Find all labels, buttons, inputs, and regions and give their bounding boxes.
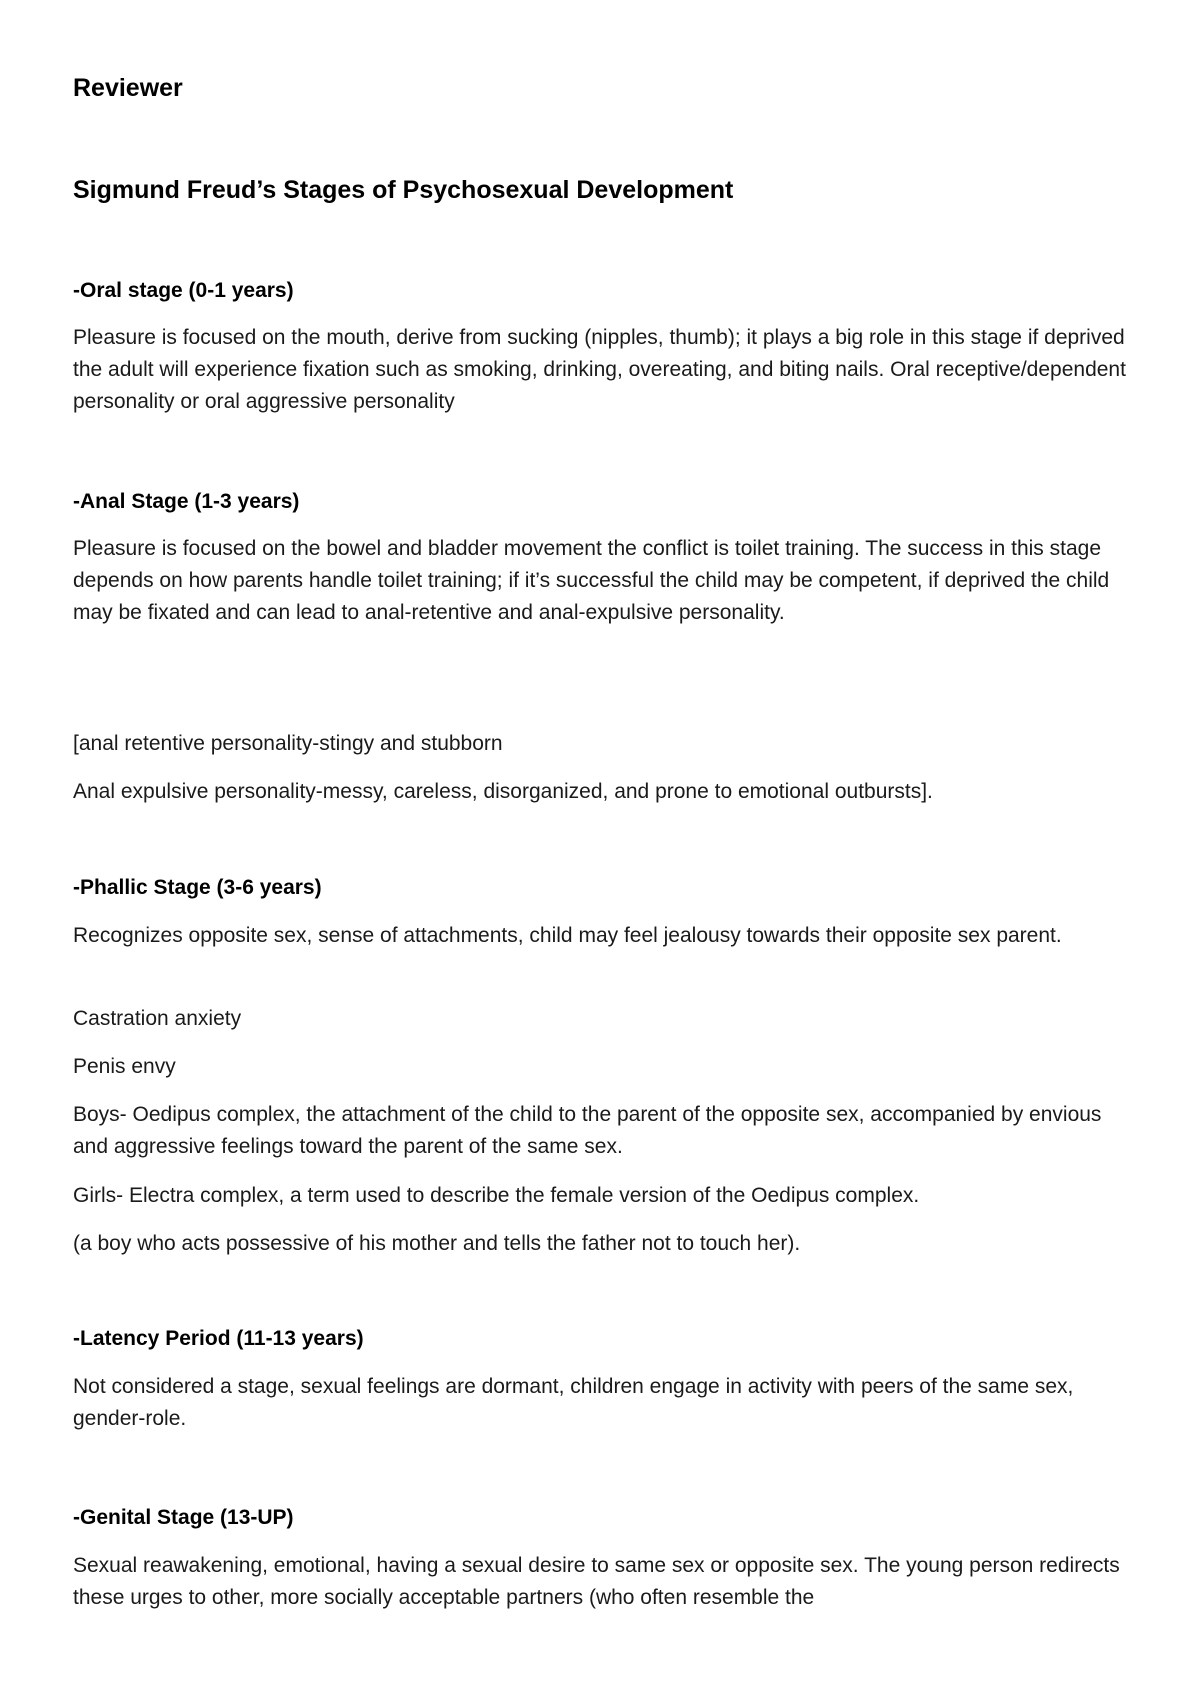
section-heading-anal: -Anal Stage (1-3 years): [73, 490, 300, 513]
paragraph-phallic-description: Recognizes opposite sex, sense of attachments, child may feel jealousy towards their opposite sex parent.: [73, 924, 1062, 947]
paragraph-castration-anxiety: Castration anxiety: [73, 1007, 242, 1030]
section-heading-oral: -Oral stage (0-1 years): [73, 279, 294, 302]
paragraph-genital-description: Sexual reawakening, emotional, having a sexual desire to same sex or opposite sex. The young person redirects these urges to other, more socially acceptable partners (who often resemble the: [73, 1554, 1120, 1609]
paragraph-penis-envy: Penis envy: [73, 1055, 176, 1078]
paragraph-phallic-example: (a boy who acts possessive of his mother and tells the father not to touch her).: [73, 1232, 801, 1255]
document-title: Reviewer: [73, 74, 183, 102]
paragraph-anal-expulsive: Anal expulsive personality-messy, careless, disorganized, and prone to emotional outbursts].: [73, 780, 933, 803]
paragraph-oral-description: Pleasure is focused on the mouth, derive from sucking (nipples, thumb); it plays a big role in this stage if deprived the adult will experience fixation such as smoking, drinking, overeating, and biting nails. Oral receptive/dependent personality or oral aggressive personality: [73, 326, 1126, 413]
section-heading-phallic: -Phallic Stage (3-6 years): [73, 876, 322, 899]
section-heading-genital: -Genital Stage (13-UP): [73, 1506, 294, 1529]
document-subtitle: Sigmund Freud’s Stages of Psychosexual Development: [73, 176, 734, 204]
paragraph-anal-retentive: [anal retentive personality-stingy and stubborn: [73, 732, 503, 755]
paragraph-anal-description: Pleasure is focused on the bowel and bladder movement the conflict is toilet training. The success in this stage depends on how parents handle toilet training; if it’s successful the child may be competent, if deprived the child may be fixated and can lead to anal-retentive and anal-expulsive personality.: [73, 537, 1110, 624]
section-heading-latency: -Latency Period (11-13 years): [73, 1327, 364, 1350]
paragraph-oedipus-complex: Boys- Oedipus complex, the attachment of the child to the parent of the opposite sex, accompanied by envious and aggressive feelings toward the parent of the same sex.: [73, 1103, 1102, 1158]
paragraph-electra-complex: Girls- Electra complex, a term used to describe the female version of the Oedipus complex.: [73, 1184, 920, 1207]
paragraph-latency-description: Not considered a stage, sexual feelings are dormant, children engage in activity with peers of the same sex, gender-role.: [73, 1375, 1074, 1430]
